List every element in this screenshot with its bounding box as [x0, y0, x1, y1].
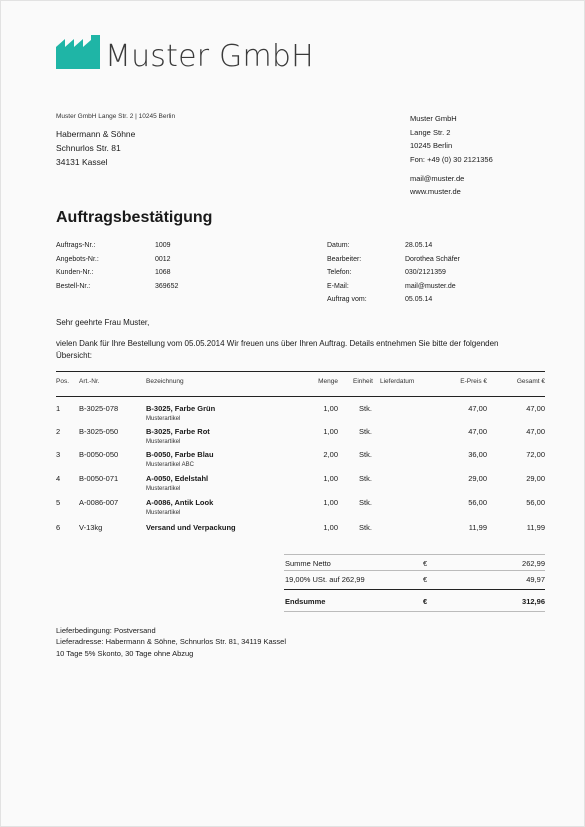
- clerk-phone: 030/2121359: [405, 269, 446, 276]
- delivery-terms: [56, 626, 286, 647]
- delivery-condition: Lieferbedingung: Postversand: [56, 626, 156, 635]
- row-description: B-3025, Farbe Grün: [146, 404, 216, 413]
- row-unit: Stk.: [359, 498, 372, 507]
- meta-label: Datum:: [327, 242, 350, 249]
- company-email: mail@muster.de: [410, 174, 465, 183]
- row-description: Versand und Verpackung: [146, 523, 236, 532]
- row-art-nr: B-3025-078: [79, 404, 119, 413]
- table-header-rule: [56, 396, 545, 397]
- totals-top-rule: [284, 554, 545, 555]
- totals-mid-rule: [284, 570, 545, 571]
- header-pos: Pos.: [56, 378, 70, 385]
- row-unit: Stk.: [359, 427, 372, 436]
- row-unit: Stk.: [359, 523, 372, 532]
- row-description: B-3025, Farbe Rot: [146, 427, 210, 436]
- row-pos: 6: [56, 523, 61, 532]
- document-date: 28.05.14: [405, 242, 433, 249]
- grand-total-label: Endsumme: [285, 597, 326, 606]
- row-unit: Stk.: [359, 450, 372, 459]
- company-contact: [410, 112, 493, 166]
- row-pos: 1: [56, 404, 61, 413]
- header-art-nr: Art.-Nr.: [79, 378, 100, 385]
- grand-total-currency: €: [423, 597, 428, 606]
- row-total: 29,00: [526, 474, 545, 483]
- totals-bottom-rule: [284, 589, 545, 590]
- company-street: Lange Str. 2: [410, 127, 451, 137]
- meta-label: Bearbeiter:: [327, 255, 362, 263]
- row-quantity: 1,00: [323, 404, 338, 413]
- grand-total-value: 312,96: [522, 597, 545, 606]
- document-title: Auftragsbestätigung: [56, 209, 213, 226]
- totals-end-rule: [284, 611, 545, 612]
- recipient-street: Schnurlos Str. 81: [56, 143, 121, 153]
- row-art-nr: A-0086-007: [79, 498, 119, 507]
- row-pos: 2: [56, 427, 61, 436]
- row-quantity: 1,00: [323, 474, 338, 483]
- row-unit: Stk.: [359, 474, 372, 483]
- offer-number: 0012: [155, 255, 171, 263]
- meta-label: Telefon:: [327, 269, 352, 276]
- recipient-city: 34131 Kassel: [56, 157, 108, 167]
- row-total: 11,99: [526, 523, 545, 532]
- net-sum-label: Summe Netto: [285, 559, 331, 568]
- row-quantity: 2,00: [323, 450, 338, 459]
- row-quantity: 1,00: [323, 498, 338, 507]
- row-art-nr: B-3025-050: [79, 427, 119, 436]
- order-date: 05.05.14: [405, 296, 433, 303]
- row-unit-price: 11,99: [468, 523, 487, 532]
- header-unit-price: E-Preis €: [460, 378, 487, 385]
- company-city: 10245 Berlin: [410, 141, 453, 150]
- meta-left-labels: [56, 239, 99, 293]
- row-pos: 4: [56, 474, 61, 483]
- vat-currency: €: [423, 575, 428, 584]
- header-delivery-date: Lieferdatum: [380, 378, 415, 385]
- purchase-number: 369652: [155, 282, 179, 290]
- row-total: 72,00: [526, 450, 545, 459]
- sender-return-line: Muster GmbH Lange Str. 2 | 10245 Berlin: [56, 113, 176, 120]
- company-website: www.muster.de: [410, 187, 461, 196]
- row-subtitle: Musterartikel: [146, 416, 181, 422]
- row-total: 56,00: [526, 498, 545, 507]
- meta-label: E-Mail:: [327, 282, 349, 290]
- row-unit-price: 56,00: [468, 498, 487, 507]
- row-subtitle: Musterartikel: [146, 486, 181, 492]
- row-description: A-0086, Antik Look: [146, 498, 214, 507]
- clerk-email: mail@muster.de: [405, 282, 456, 290]
- meta-label: Bestell-Nr.:: [56, 282, 91, 290]
- company-phone: Fon: +49 (0) 30 2121356: [410, 154, 493, 164]
- row-subtitle: Musterartikel: [146, 510, 181, 516]
- customer-number: 1068: [155, 269, 171, 276]
- vat-value: 49,97: [526, 575, 545, 584]
- company-logo-name: Muster GmbH: [105, 39, 314, 74]
- intro-text: vielen Dank für Ihre Bestellung vom 05.05.2014 Wir freuen uns über Ihren Auftrag. Details entnehmen Sie bitte der folgenden Übersicht:: [56, 339, 499, 360]
- meta-label: Auftrag vom:: [327, 296, 367, 303]
- company-online: [410, 172, 464, 198]
- row-unit-price: 36,00: [468, 450, 487, 459]
- row-description: A-0050, Edelstahl: [146, 474, 209, 483]
- row-total: 47,00: [526, 427, 545, 436]
- row-art-nr: V-13kg: [79, 523, 103, 532]
- row-subtitle: Musterartikel ABC: [146, 462, 195, 468]
- clerk-name: Dorothea Schäfer: [405, 255, 460, 263]
- row-art-nr: B-0050-071: [79, 474, 119, 483]
- row-pos: 3: [56, 450, 61, 459]
- header-description: Bezeichnung: [146, 378, 184, 385]
- row-quantity: 1,00: [323, 523, 338, 532]
- header-unit: Einheit: [353, 378, 373, 385]
- header-quantity: Menge: [318, 378, 338, 385]
- meta-left-values: [155, 239, 178, 293]
- row-art-nr: B-0050-050: [79, 450, 119, 459]
- row-unit-price: 47,00: [468, 404, 487, 413]
- meta-label: Angebots-Nr.:: [56, 255, 99, 263]
- row-description: B-0050, Farbe Blau: [146, 450, 214, 459]
- header-total: Gesamt €: [516, 378, 545, 385]
- company-name: Muster GmbH: [410, 114, 457, 123]
- vat-label: 19,00% USt. auf 262,99: [285, 575, 365, 584]
- net-sum-value: 262,99: [522, 559, 545, 568]
- recipient-address: [56, 127, 135, 169]
- row-total: 47,00: [526, 404, 545, 413]
- meta-label: Kunden-Nr.:: [56, 269, 94, 276]
- payment-terms: 10 Tage 5% Skonto, 30 Tage ohne Abzug: [56, 649, 194, 658]
- row-subtitle: Musterartikel: [146, 439, 181, 445]
- table-top-rule: [56, 371, 545, 372]
- recipient-name: Habermann & Söhne: [56, 129, 136, 139]
- net-sum-currency: €: [423, 559, 428, 568]
- factory-logo-icon: [56, 35, 102, 69]
- delivery-address: Lieferadresse: Habermann & Söhne, Schnurlos Str. 81, 34119 Kassel: [56, 636, 286, 646]
- row-quantity: 1,00: [323, 427, 338, 436]
- row-unit-price: 47,00: [468, 427, 487, 436]
- salutation: Sehr geehrte Frau Muster,: [56, 318, 150, 327]
- meta-label: Auftrags-Nr.:: [56, 242, 96, 249]
- meta-right-values: [405, 239, 460, 307]
- row-unit-price: 29,00: [468, 474, 487, 483]
- meta-right-labels: [327, 239, 367, 307]
- order-number: 1009: [155, 242, 171, 249]
- row-pos: 5: [56, 498, 61, 507]
- row-unit: Stk.: [359, 404, 372, 413]
